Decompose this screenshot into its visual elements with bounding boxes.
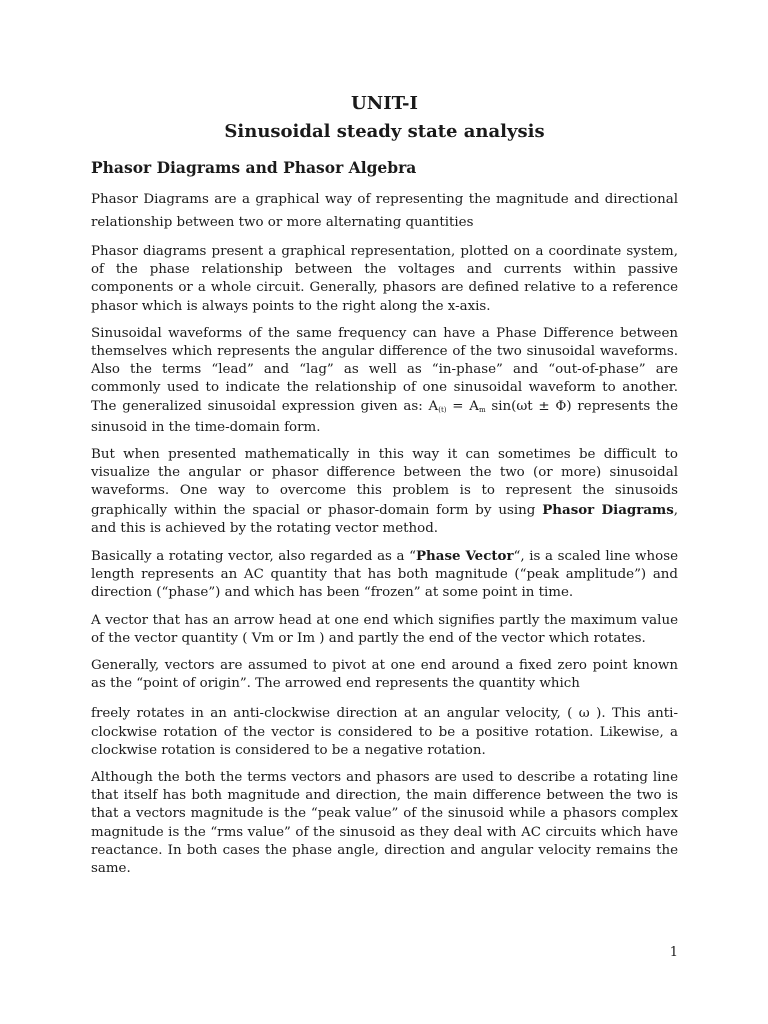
- p3-subscript-m: m: [478, 405, 486, 414]
- p3-text-2: = A: [446, 398, 479, 414]
- paragraph-pivot: Generally, vectors are assumed to pivot at one end around a fixed zero point known as the “point of origin”. The arrowed end represents the quantity which: [91, 658, 678, 692]
- unit-title: UNIT-I: [351, 93, 418, 114]
- p3-text-1: Sinusoidal waveforms of the same frequency can have a Phase Difference between themselves which represents the angular difference of the two sinusoidal waveforms. Also the terms “lead” and “lag” as well as “in-phase” and “out-of-phase” are commonly used to indicate the relationship of one sinusoidal waveform to another. The generalized sinusoidal expression given as: A: [91, 325, 678, 414]
- paragraph-rotating-vector: [91, 547, 678, 603]
- document-page: [91, 92, 678, 878]
- p4-text-2: , and this is achieved by the rotating vector method.: [91, 502, 678, 536]
- paragraph-arrow-head: A vector that has an arrow head at one end which signifies partly the maximum value of the vector quantity ( Vm or Im ) and partly the end of the vector which rotates.: [91, 612, 678, 646]
- paragraph-visualize: [91, 446, 678, 538]
- paragraph-phase-difference: [91, 325, 678, 437]
- paragraph-vectors-phasors: Although the both the terms vectors and phasors are used to describe a rotating line that itself has both magnitude and direction, the main difference between the two is that a vectors magnitude is the “peak value” of the sinusoid while a phasors complex magnitude is the “rms value” of the sinusoid as they deal with AC circuits which have reactance. In both cases the phase angle, direction and angular velocity remains the same.: [91, 770, 678, 877]
- paragraph-phasor-diagrams: Phasor diagrams present a graphical representation, plotted on a coordinate system, of the phase relationship between the voltages and currents within passive components or a whole circuit. Generally, phasors are defined relative to a reference phasor which is always points to the right along the x-axis.: [91, 244, 678, 314]
- subject-title: Sinusoidal steady state analysis: [224, 121, 545, 142]
- p4-text-1: But when presented mathematically in this way it can sometimes be difficult to visualize the angular or phasor difference between the two (or more) sinusoidal waveforms. One way to overcome this problem is to represent the sinusoids graphically within the spacial or phasor-domain form by using: [91, 447, 678, 518]
- p5-text-1: Basically a rotating vector, also regarded as a “: [91, 549, 416, 565]
- p3-text-3: sin(ωt ± Φ) represents the sinusoid in the time-domain form.: [91, 398, 678, 435]
- page-number: 1: [669, 945, 678, 960]
- paragraph-intro: Phasor Diagrams are a graphical way of representing the magnitude and directional relationship between two or more alternating quantities: [91, 192, 678, 230]
- p5-bold-phase-vector: Phase Vector: [415, 548, 514, 565]
- paragraph-rotation: freely rotates in an anti-clockwise direction at an angular velocity, ( ω ). This anti-clockwise rotation of the vector is considered to be a positive rotation. Likewise, a clockwise rotation is considered to be a negative rotation.: [91, 706, 678, 758]
- p3-subscript-t: (t): [438, 405, 447, 414]
- p4-bold-phasor-diagrams: Phasor Diagrams: [542, 501, 674, 518]
- section-heading: Phasor Diagrams and Phasor Algebra: [91, 158, 417, 177]
- p5-text-2: “, is a scaled line whose length represents an AC quantity that has both magnitude (“peak amplitude”) and direction (“phase”) and which has been “frozen” at some point in time.: [91, 549, 678, 601]
